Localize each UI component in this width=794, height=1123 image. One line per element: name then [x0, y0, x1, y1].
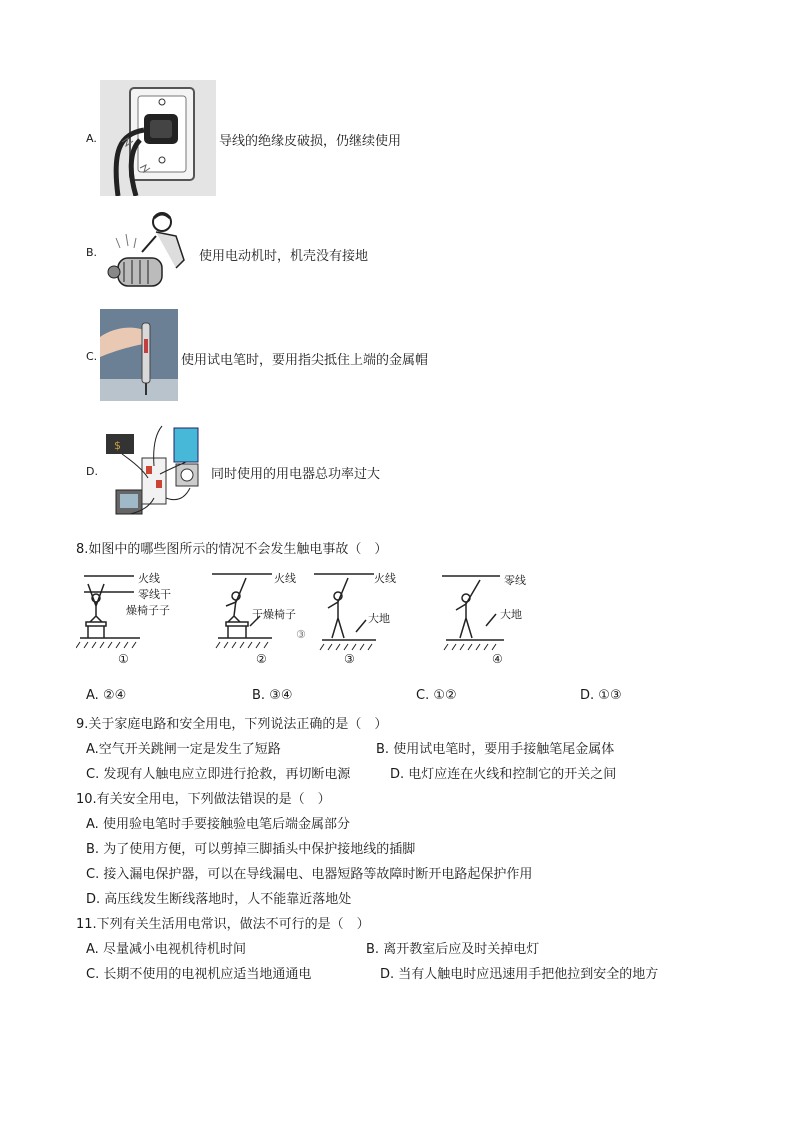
- fig4-label-ground: 大地: [500, 608, 522, 621]
- fig3-label-ground: 大地: [368, 612, 390, 625]
- q9-option-a: A.空气开关跳闸一定是发生了短路: [86, 742, 281, 757]
- q10-option-b: B. 为了使用方便，可以剪掉三脚插头中保护接地线的插脚: [86, 842, 416, 857]
- electric-shock-figures: [76, 566, 556, 670]
- q10-option-d: D. 高压线发生断线落地时，人不能靠近落地处: [86, 892, 352, 907]
- question-9-stem: 9.关于家庭电路和安全用电，下列说法正确的是（ ）: [76, 717, 388, 732]
- option-d-text: 同时使用的用电器总功率过大: [211, 467, 381, 482]
- question-11-stem: 11.下列有关生活用电常识，做法不可行的是（ ）: [76, 917, 370, 932]
- svg-text:$: $: [114, 439, 121, 452]
- q10-option-a: A. 使用验电笔时手要接触验电笔后端金属部分: [86, 817, 350, 832]
- overloaded-outlet-image: [102, 418, 208, 522]
- motor-operator-image: [106, 208, 196, 294]
- q8-option-a: A. ②④: [86, 688, 127, 703]
- option-b-label: B.: [86, 246, 98, 259]
- option-a-text: 导线的绝缘皮破损，仍继续使用: [219, 134, 402, 149]
- question-8-stem: 8.如图中的哪些图所示的情况不会发生触电事故（ ）: [76, 542, 388, 557]
- option-c-text: 使用试电笔时，要用指尖抵住上端的金属帽: [181, 353, 429, 368]
- q8-option-d: D. ①③: [580, 688, 622, 703]
- fig2-number: ②: [256, 652, 267, 666]
- fig4-number: ④: [492, 652, 503, 666]
- question-10-stem: 10.有关安全用电，下列做法错误的是（ ）: [76, 792, 331, 807]
- damaged-wire-socket-image: [100, 80, 216, 196]
- option-d-label: D.: [86, 465, 98, 478]
- fig3-label-live: 火线: [374, 572, 396, 585]
- fig1-label-chair: 燥椅子子: [126, 604, 170, 617]
- fig3-faint-number: ③: [296, 628, 306, 641]
- q9-option-d: D. 电灯应连在火线和控制它的开关之间: [390, 767, 617, 782]
- fig4-label-neutral: 零线: [504, 574, 526, 587]
- fig1-label-live: 火线: [138, 572, 160, 585]
- q8-option-b: B. ③④: [252, 688, 293, 703]
- q8-option-c: C. ①②: [416, 688, 457, 703]
- q10-option-c: C. 接入漏电保护器，可以在导线漏电、电器短路等故障时断开电路起保护作用: [86, 867, 533, 882]
- q9-option-b: B. 使用试电笔时，要用手接触笔尾金属体: [376, 742, 615, 757]
- option-a-label: A.: [86, 132, 97, 145]
- option-c-label: C.: [86, 350, 98, 363]
- fig1-number: ①: [118, 652, 129, 666]
- fig1-label-neutral: 零线干: [138, 588, 171, 601]
- q9-option-c: C. 发现有人触电应立即进行抢救，再切断电源: [86, 767, 351, 782]
- fig2-label-live: 火线: [274, 572, 296, 585]
- q11-option-d: D. 当有人触电时应迅速用手把他拉到安全的地方: [380, 967, 659, 982]
- q11-option-a: A. 尽量减小电视机待机时间: [86, 942, 246, 957]
- fig2-label-chair: 干燥椅子: [252, 608, 296, 621]
- fig3-number: ③: [344, 652, 355, 666]
- q11-option-b: B. 离开教室后应及时关掉电灯: [366, 942, 540, 957]
- test-pen-photo-image: [100, 309, 178, 401]
- option-b-text: 使用电动机时，机壳没有接地: [199, 249, 369, 264]
- q11-option-c: C. 长期不使用的电视机应适当地通通电: [86, 967, 312, 982]
